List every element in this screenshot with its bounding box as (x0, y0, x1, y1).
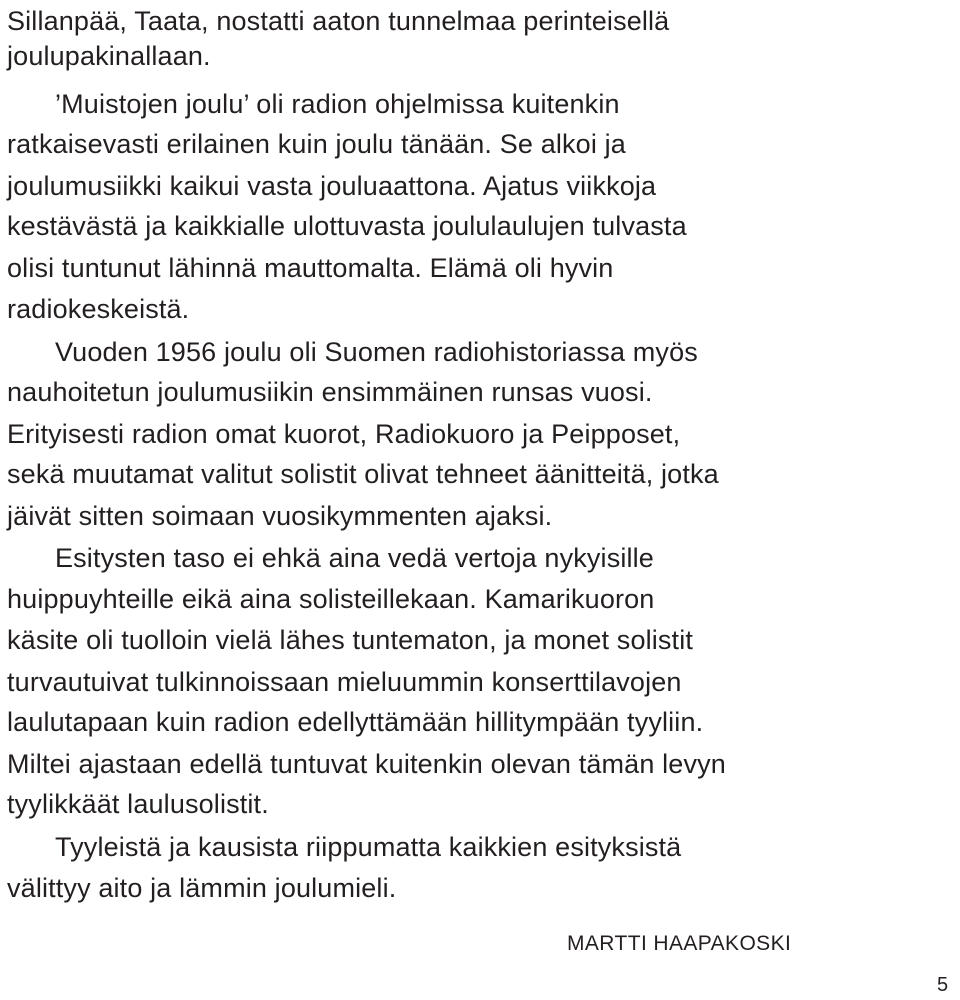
text-line: nauhoitetun joulumusiikin ensimmäinen runsas vuosi. (7, 377, 653, 407)
text-line: huippuyhteille eikä aina solisteillekaan. Kamarikuoron (7, 584, 655, 614)
text-line: käsite oli tuolloin vielä lähes tuntematon, ja monet solistit (7, 625, 694, 655)
text-line: tyylikkäät laulusolistit. (7, 789, 269, 819)
text-line: Miltei ajastaan edellä tuntuvat kuitenkin olevan tämän levyn (7, 749, 726, 779)
author-signature: MARTTI HAAPAKOSKI (567, 932, 792, 955)
text-line: ratkaisevasti erilainen kuin joulu tänään. Se alkoi ja (7, 129, 626, 159)
text-line: Vuoden 1956 joulu oli Suomen radiohistoriassa myös (55, 337, 698, 367)
text-line: olisi tuntunut lähinnä mauttomalta. Elämä oli hyvin (7, 253, 614, 283)
text-line: jäivät sitten soimaan vuosikymmenten ajaksi. (7, 501, 553, 531)
text-line: ’Muistojen joulu’ oli radion ohjelmissa kuitenkin (55, 89, 620, 119)
text-line: turvautuivat tulkinnoissaan mieluummin konserttilavojen (7, 667, 682, 697)
text-line: välittyy aito ja lämmin joulumieli. (7, 873, 397, 903)
text-line: Esitysten taso ei ehkä aina vedä vertoja nykyisille (55, 543, 654, 573)
text-line: sekä muutamat valitut solistit olivat tehneet äänitteitä, jotka (7, 459, 719, 489)
text-line: joulupakinallaan. (7, 41, 211, 71)
text-line: Erityisesti radion omat kuorot, Radiokuoro ja Peipposet, (7, 419, 681, 449)
text-line: Sillanpää, Taata, nostatti aaton tunnelmaa perinteisellä (7, 6, 670, 36)
page-number: 5 (937, 974, 949, 996)
text-line: Tyyleistä ja kausista riippumatta kaikkien esityksistä (55, 832, 682, 862)
text-line: kestävästä ja kaikkialle ulottuvasta joululaulujen tulvasta (7, 211, 687, 241)
text-line: radiokeskeistä. (7, 294, 190, 324)
text-line: joulumusiikki kaikui vasta jouluaattona. Ajatus viikkoja (7, 171, 657, 201)
text-line: laulutapaan kuin radion edellyttämään hillitympään tyyliin. (7, 707, 704, 737)
document-page (7, 0, 952, 1000)
